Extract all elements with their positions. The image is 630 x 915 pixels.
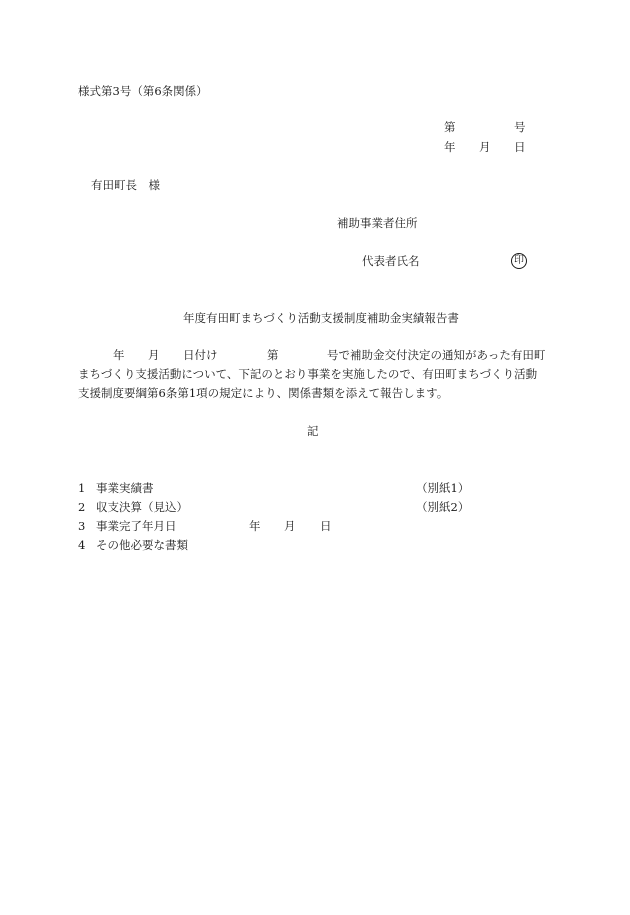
- document-title: 年度有田町まちづくり活動支援制度補助金実績報告書: [183, 311, 459, 325]
- ki-heading: 記: [307, 424, 319, 438]
- doc-number-dai: 第: [444, 120, 456, 134]
- item-number: 2: [78, 500, 86, 514]
- body-date-suffix: 日付け: [183, 348, 218, 362]
- item-note: （別紙1）: [416, 481, 470, 495]
- doc-date-year: 年: [444, 140, 456, 154]
- item-label: その他必要な書類: [96, 538, 188, 552]
- item-note: （別紙2）: [416, 500, 470, 514]
- doc-date-month: 月: [479, 140, 491, 154]
- completion-day: 日: [320, 519, 332, 533]
- item-number: 4: [78, 538, 86, 552]
- body-line1-rest: 号で補助金交付決定の通知があった有田町: [327, 348, 546, 362]
- list-item: [78, 521, 177, 533]
- item-number: 1: [78, 481, 86, 495]
- addressee: 有田町長 様: [91, 178, 160, 192]
- completion-month: 月: [284, 519, 296, 533]
- item-label: 事業完了年月日: [96, 519, 177, 533]
- form-number: 様式第3号（第6条関係）: [78, 84, 208, 98]
- applicant-address-label: 補助事業者住所: [337, 216, 418, 230]
- completion-year: 年: [249, 519, 261, 533]
- seal-mark: 印: [511, 253, 527, 269]
- body-line2: まちづくり支援活動について、下記のとおり事業を実施したので、有田町まちづくり活動: [78, 367, 538, 381]
- representative-name-label: 代表者氏名: [362, 254, 420, 268]
- body-line3: 支援制度要綱第6条第1項の規定により、関係書類を添えて報告します。: [78, 386, 449, 400]
- item-label: 収支決算（見込）: [96, 500, 188, 514]
- doc-date-day: 日: [514, 140, 526, 154]
- body-dai: 第: [267, 348, 279, 362]
- item-label: 事業実績書: [96, 481, 154, 495]
- body-month: 月: [148, 348, 160, 362]
- list-item: [78, 502, 188, 514]
- list-item: [78, 483, 154, 495]
- list-item: [78, 540, 188, 552]
- doc-number-go: 号: [514, 120, 526, 134]
- item-number: 3: [78, 519, 86, 533]
- body-year: 年: [113, 348, 125, 362]
